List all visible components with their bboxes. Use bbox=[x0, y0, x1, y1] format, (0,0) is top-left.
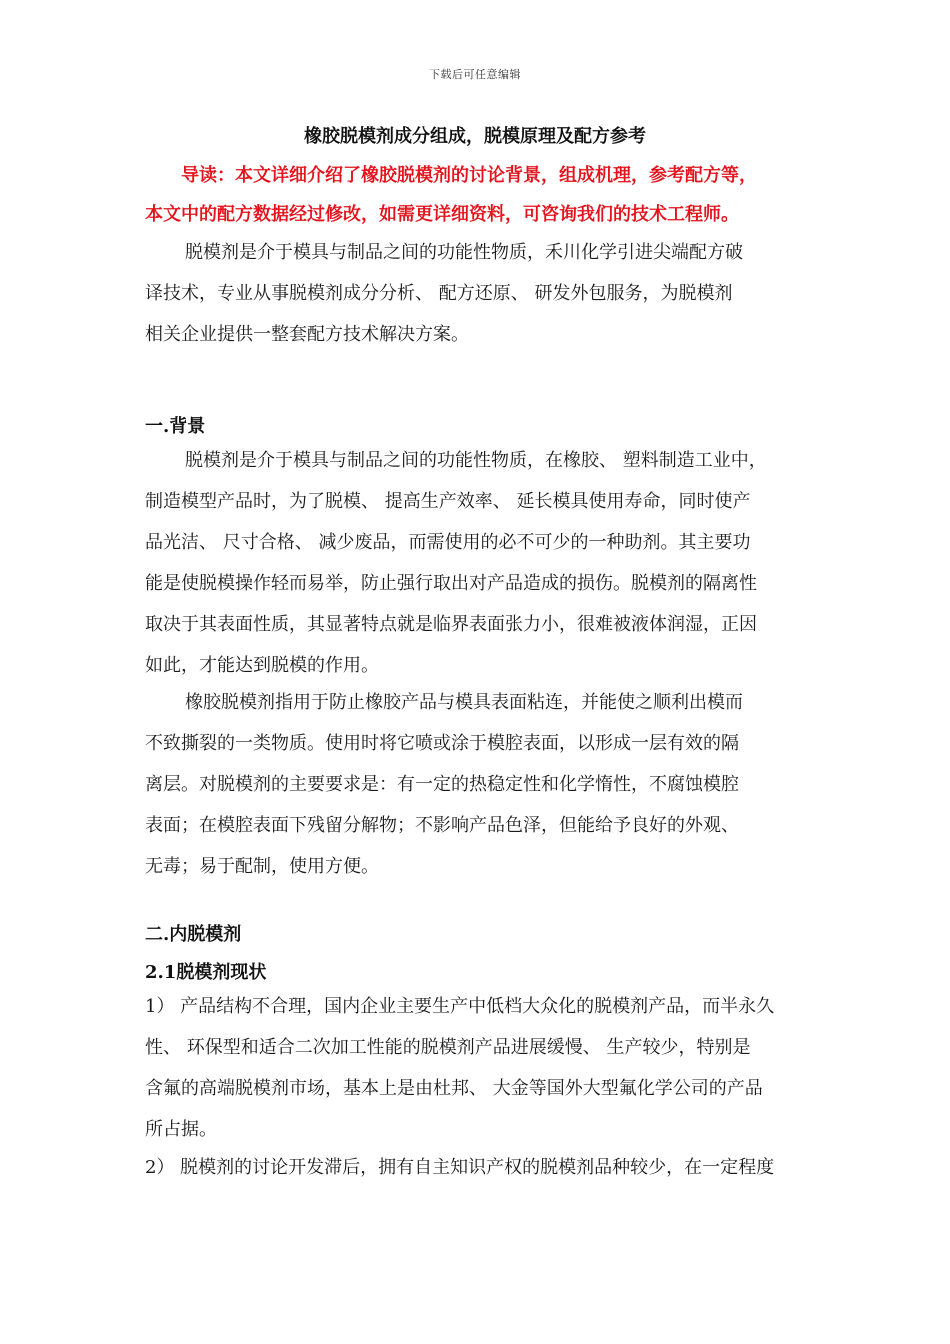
section-2-heading: 二.内脱模剂 bbox=[145, 924, 242, 945]
paragraph-line: 品光洁、 尺寸合格、 减少废品，而需使用的必不可少的一种助剂。其主要功 bbox=[145, 532, 751, 553]
section-1-heading: 一.背景 bbox=[145, 416, 206, 437]
lead-line: 导读：本文详细介绍了橡胶脱模剂的讨论背景，组成机理，参考配方等， bbox=[181, 165, 757, 186]
paragraph-line: 离层。对脱模剂的主要要求是：有一定的热稳定性和化学惰性，不腐蚀模腔 bbox=[145, 774, 739, 795]
document-title: 橡胶脱模剂成分组成，脱模原理及配方参考 bbox=[304, 126, 646, 147]
paragraph-line: 不致撕裂的一类物质。使用时将它喷或涂于模腔表面，以形成一层有效的隔 bbox=[145, 733, 739, 754]
section-2-item-1 bbox=[145, 986, 807, 1150]
item-line: 2） 脱模剂的讨论开发滞后，拥有自主知识产权的脱模剂品种较少，在一定程度 bbox=[145, 1157, 775, 1178]
header-note: 下载后可任意编辑 bbox=[429, 68, 521, 81]
section-1-paragraph-1 bbox=[145, 440, 807, 686]
section-2-item-2 bbox=[145, 1147, 807, 1188]
item-line: 1） 产品结构不合理，国内企业主要生产中低档大众化的脱模剂产品，而半永久 bbox=[145, 996, 775, 1017]
item-line: 性、 环保型和适合二次加工性能的脱模剂产品进展缓慢、 生产较少，特别是 bbox=[145, 1037, 751, 1058]
paragraph-line: 表面；在模腔表面下残留分解物；不影响产品色泽，但能给予良好的外观、 bbox=[145, 815, 739, 836]
item-line: 含氟的高端脱模剂市场，基本上是由杜邦、 大金等国外大型氟化学公司的产品 bbox=[145, 1078, 763, 1099]
intro-line: 脱模剂是介于模具与制品之间的功能性物质，禾川化学引进尖端配方破 bbox=[185, 242, 743, 263]
paragraph-line: 如此，才能达到脱模的作用。 bbox=[145, 655, 379, 676]
lead-line: 本文中的配方数据经过修改，如需更详细资料，可咨询我们的技术工程师。 bbox=[145, 204, 739, 225]
paragraph-line: 取决于其表面性质，其显著特点就是临界表面张力小，很难被液体润湿，正因 bbox=[145, 614, 757, 635]
section-2-1-subheading: 2.1脱模剂现状 bbox=[145, 962, 267, 983]
paragraph-line: 脱模剂是介于模具与制品之间的功能性物质，在橡胶、 塑料制造工业中， bbox=[185, 450, 767, 471]
lead-paragraph bbox=[145, 156, 807, 234]
paragraph-line: 制造模型产品时，为了脱模、 提高生产效率、 延长模具使用寿命，同时使产 bbox=[145, 491, 751, 512]
paragraph-line: 橡胶脱模剂指用于防止橡胶产品与模具表面粘连，并能使之顺利出模而 bbox=[185, 692, 743, 713]
section-1-paragraph-2 bbox=[145, 682, 807, 887]
intro-paragraph bbox=[145, 232, 807, 355]
intro-line: 相关企业提供一整套配方技术解决方案。 bbox=[145, 324, 469, 345]
paragraph-line: 无毒；易于配制，使用方便。 bbox=[145, 856, 379, 877]
paragraph-line: 能是使脱模操作轻而易举，防止强行取出对产品造成的损伤。脱模剂的隔离性 bbox=[145, 573, 757, 594]
item-line: 所占据。 bbox=[145, 1119, 217, 1140]
intro-line: 译技术，专业从事脱模剂成分分析、 配方还原、 研发外包服务，为脱模剂 bbox=[145, 283, 733, 304]
